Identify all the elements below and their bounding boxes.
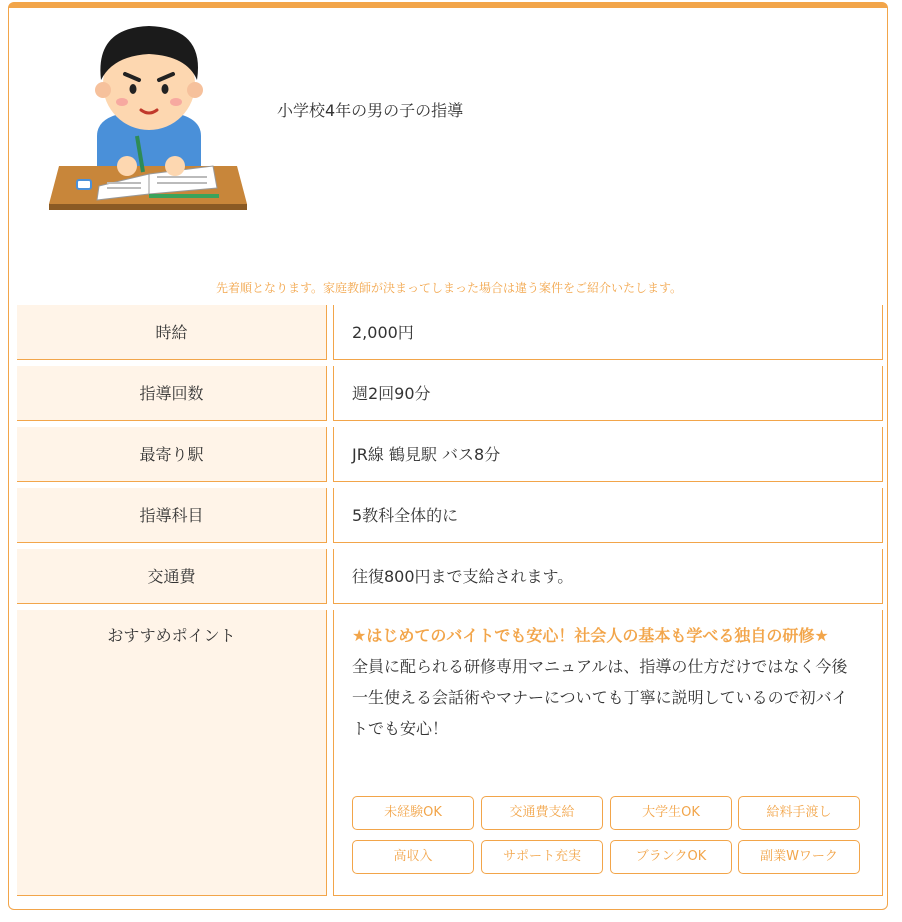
row-label: 指導回数: [17, 366, 327, 421]
info-row-subjects: [17, 488, 883, 543]
tag-support[interactable]: サポート充実: [481, 840, 603, 874]
row-label: おすすめポイント: [17, 610, 327, 896]
row-value: [333, 610, 883, 896]
row-label: 指導科目: [17, 488, 327, 543]
row-label: 最寄り駅: [17, 427, 327, 482]
tag-high-income[interactable]: 高収入: [352, 840, 474, 874]
row-value: 週2回90分: [333, 366, 883, 421]
row-value: 2,000円: [333, 305, 883, 360]
points-heading: ★はじめてのバイトでも安心！社会人の基本も学べる独自の研修★: [352, 626, 829, 645]
info-row-hourly-wage: [17, 305, 883, 360]
info-row-nearest-station: [17, 427, 883, 482]
first-come-notice: 先着順となります。家庭教師が決まってしまった場合は違う案件をご紹介いたします。: [215, 281, 683, 295]
info-row-transport-cost: [17, 549, 883, 604]
info-row-recommended-points: [17, 610, 883, 896]
tag-side-job[interactable]: 副業Wワーク: [738, 840, 860, 874]
job-title: 小学校4年の男の子の指導: [277, 101, 464, 120]
job-card: [8, 2, 888, 910]
row-value: 5教科全体的に: [333, 488, 883, 543]
row-label: 時給: [17, 305, 327, 360]
tag-transport-paid[interactable]: 交通費支給: [481, 796, 603, 830]
tag-university-student-ok[interactable]: 大学生OK: [610, 796, 732, 830]
tag-no-experience-ok[interactable]: 未経験OK: [352, 796, 474, 830]
tag-blank-ok[interactable]: ブランクOK: [610, 840, 732, 874]
row-value: JR線 鶴見駅 バス8分: [333, 427, 883, 482]
row-value: 往復800円まで支給されます。: [333, 549, 883, 604]
info-row-lesson-frequency: [17, 366, 883, 421]
tag-salary-handed[interactable]: 給料手渡し: [738, 796, 860, 830]
row-label: 交通費: [17, 549, 327, 604]
boy-studying-illustration: [37, 16, 261, 216]
points-description: 全員に配られる研修専用マニュアルは、指導の仕方だけではなく今後一生使える会話術やマナーについても丁寧に説明しているので初バイトでも安心！: [352, 657, 848, 738]
